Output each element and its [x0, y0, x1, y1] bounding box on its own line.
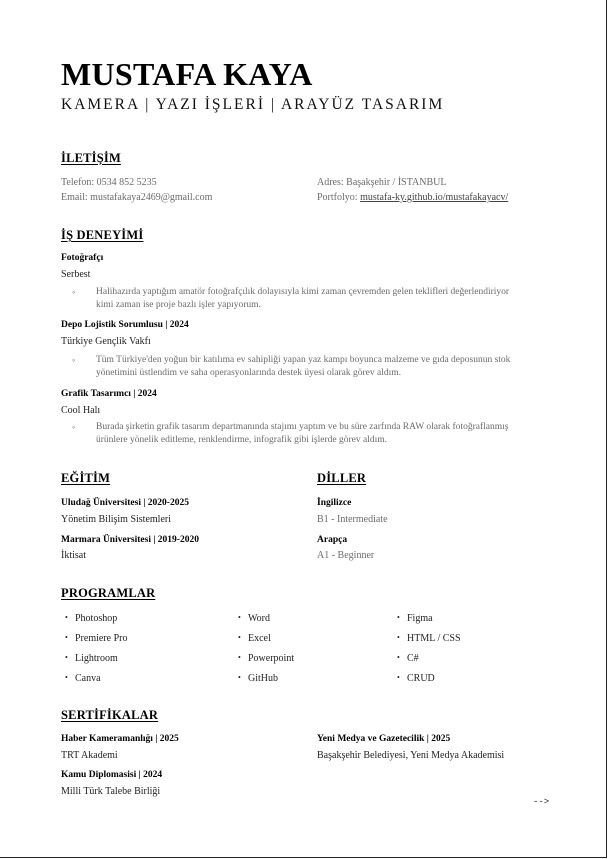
- language-level: A1 - Beginner: [317, 550, 375, 561]
- certificates-section-title: SERTİFİKALAR: [61, 708, 159, 722]
- person-subtitle: KAMERA | YAZI İŞLERİ | ARAYÜZ TASARIM: [61, 96, 445, 113]
- bullet-icon: •: [238, 653, 241, 662]
- job-org: Serbest: [61, 269, 91, 280]
- bullet-icon: •: [397, 653, 400, 662]
- contact-phone: Telefon: 0534 852 5235: [61, 177, 157, 188]
- bullet-icon: ◦: [72, 287, 76, 297]
- language-name: İngilizce: [317, 498, 352, 508]
- contact-address: Adres: Başakşehir / İSTANBUL: [317, 177, 447, 188]
- certificate-name: Kamu Diplomasisi | 2024: [61, 770, 163, 780]
- job-role: Depo Lojistik Sorumlusu | 2024: [61, 320, 189, 330]
- education-school: Uludağ Üniversitesi | 2020-2025: [61, 498, 189, 508]
- certificate-issuer: Milli Türk Talebe Birliği: [61, 786, 161, 797]
- bullet-icon: •: [65, 633, 68, 642]
- bullet-icon: ◦: [72, 422, 76, 432]
- experience-section-title: İŞ DENEYİMİ: [61, 228, 144, 242]
- bullet-icon: •: [238, 633, 241, 642]
- program-item: • Lightroom: [61, 651, 118, 665]
- portfolio-label: Portfolyo:: [317, 192, 361, 203]
- job-description: ◦ Tüm Türkiye'den yoğun bir katılıma ev sahipliği yapan yaz kampı boyunca malzeme ve gıda deposunun stok yönetimini üstlendim ve saha operasyonlarında destek üyesi olarak görev aldım.: [72, 355, 511, 378]
- certificate-issuer: TRT Akademi: [61, 750, 118, 761]
- education-program: Yönetim Bilişim Sistemleri: [61, 514, 171, 525]
- program-item: • C#: [393, 651, 419, 665]
- job-role: Grafik Tasarımcı | 2024: [61, 389, 157, 399]
- program-item: • Excel: [234, 631, 271, 645]
- bullet-icon: •: [65, 613, 68, 622]
- program-item: • Powerpoint: [234, 651, 294, 665]
- education-program: İktisat: [61, 550, 86, 561]
- page-continue-arrow: -->: [533, 797, 550, 807]
- certificate-name: Yeni Medya ve Gazetecilik | 2025: [317, 734, 451, 744]
- portfolio-link[interactable]: mustafa-ky.github.io/mustafakayacv/: [360, 192, 509, 203]
- contact-portfolio: [317, 191, 508, 204]
- bullet-icon: ◦: [72, 355, 76, 365]
- education-section-title: EĞİTİM: [61, 471, 111, 485]
- person-name: MUSTAFA KAYA: [61, 56, 313, 92]
- program-item: • CRUD: [393, 671, 435, 685]
- certificate-issuer: Başakşehir Belediyesi, Yeni Medya Akademisi: [317, 750, 505, 761]
- bullet-icon: •: [397, 633, 400, 642]
- job-org: Cool Halı: [61, 405, 101, 416]
- job-role: Fotoğrafçı: [61, 253, 104, 263]
- bullet-icon: •: [65, 673, 68, 682]
- job-description: ◦ Burada şirketin grafik tasarım departmanında stajımı yaptım ve bu süre zarfında RAW olarak fotoğraflanmış ürünlere yönelik editleme, renklendirme, infografik gibi işlerde görev aldım.: [72, 422, 509, 445]
- program-item: • Word: [234, 611, 270, 625]
- certificate-name: Haber Kameramanlığı | 2025: [61, 734, 179, 744]
- education-school: Marmara Üniversitesi | 2019-2020: [61, 535, 199, 545]
- languages-section-title: DİLLER: [317, 471, 367, 485]
- bullet-icon: •: [397, 673, 400, 682]
- bullet-icon: •: [65, 653, 68, 662]
- program-item: • Figma: [393, 611, 433, 625]
- program-item: • HTML / CSS: [393, 631, 461, 645]
- bullet-icon: •: [238, 613, 241, 622]
- contact-section-title: İLETİŞİM: [61, 151, 121, 165]
- language-name: Arapça: [317, 535, 348, 545]
- programs-section-title: PROGRAMLAR: [61, 586, 156, 600]
- program-item: • Photoshop: [61, 611, 117, 625]
- language-level: B1 - Intermediate: [317, 514, 388, 525]
- program-item: • Canva: [61, 671, 101, 685]
- bullet-icon: •: [238, 673, 241, 682]
- contact-email: Email: mustafakaya2469@gmail.com: [61, 192, 213, 203]
- job-org: Türkiye Gençlik Vakfı: [61, 336, 151, 347]
- bullet-icon: •: [397, 613, 400, 622]
- program-item: • GitHub: [234, 671, 278, 685]
- job-description: ◦ Halihazırda yaptığım amatör fotoğrafçılık dolayısıyla kimi zaman çevremden gelen teklifleri değerlendiriyor kimi zaman ise proje bazlı işler yapıyorum.: [72, 287, 510, 310]
- program-item: • Premiere Pro: [61, 631, 128, 645]
